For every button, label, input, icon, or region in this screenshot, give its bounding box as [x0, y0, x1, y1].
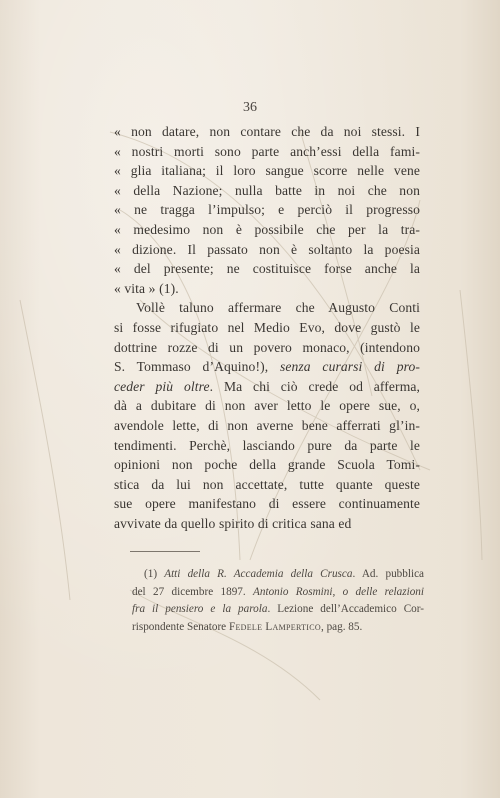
page-number: 36 [243, 100, 257, 115]
paragraph-line: sue opere manifestano di essere continuamente [114, 496, 420, 512]
paragraph-line [114, 377, 420, 397]
paragraph [114, 298, 420, 533]
paragraph-line: dà a dubitare di non aver letto le opere sue, o, [114, 398, 420, 414]
footnote-title: Atti della R. Accademia della Crusca [164, 568, 353, 580]
quote-line: « vita » (1). [114, 280, 179, 296]
italic-phrase: senza curarsi di pro- [279, 359, 420, 375]
footnote-text: , pag. 85. [320, 620, 363, 633]
footnote-author: Fedele Lampertico [228, 620, 321, 633]
quote-line: « medesimo non è possibile che per la tra- [114, 221, 420, 237]
footnote-line [132, 584, 424, 602]
quote-line: « dizione. Il passato non è soltanto la poesia [114, 241, 420, 257]
paragraph-line: stica da lui non accettate, tutte quante queste [114, 476, 420, 492]
italic-phrase: ceder più oltre [114, 378, 210, 394]
footnote-text: . Ad. pubblica [352, 568, 425, 580]
quote-line: « non datare, non contare che da noi stessi. I [114, 124, 420, 139]
footnote-text: . Lezione dell’Accademico Cor- [267, 603, 424, 615]
footnote-italic: Antonio Rosmini, o delle relazioni [253, 585, 424, 598]
quote-line: « della Nazione; nulla batte in noi che non [114, 182, 420, 198]
footnote-line [132, 619, 424, 637]
quote-line: « del presente; ne costituisce forse anche la [114, 261, 420, 277]
footnote-marker: (1) [144, 568, 158, 580]
paragraph-line: Vollè taluno affermare che Augusto Conti [136, 300, 420, 316]
footnote [132, 566, 424, 636]
paragraph-line: dottrine rozze di un povero monaco, (intendono [114, 339, 420, 355]
footnote-divider [130, 551, 200, 552]
paragraph-line: tendimenti. Perchè, lasciando pure da parte le [114, 437, 420, 453]
paragraph-text: . Ma chi ciò crede od afferma, [209, 378, 420, 394]
paragraph-line: avvivate da quello spirito di critica sana ed [114, 515, 352, 531]
footnote-line [132, 566, 424, 584]
footnote-italic: fra il pensiero e la parola [132, 603, 268, 615]
quote-line: « nostri morti sono parte anch’essi della fami- [114, 143, 420, 159]
quote-line: « ne tragga l’impulso; e perciò il progresso [114, 202, 420, 218]
paragraph-line: avendole lette, di non averne bene afferrati gl’in- [114, 417, 420, 433]
paragraph-line [114, 357, 420, 377]
paragraph-text: S. Tommaso d’Aquino!), [114, 359, 280, 375]
footnote-line [132, 601, 424, 619]
paragraph-line: si fosse rifugiato nel Medio Evo, dove gustò le [114, 319, 420, 335]
footnote-text: rispondente Senatore [132, 620, 229, 633]
footnote-text: del 27 dicembre 1897. [132, 585, 254, 598]
quotation-block [114, 122, 420, 298]
quote-line: « glia italiana; il loro sangue scorre nelle vene [114, 163, 420, 179]
main-text [114, 122, 420, 533]
paragraph-line: opinioni non poche della grande Scuola Tomi- [114, 457, 420, 473]
